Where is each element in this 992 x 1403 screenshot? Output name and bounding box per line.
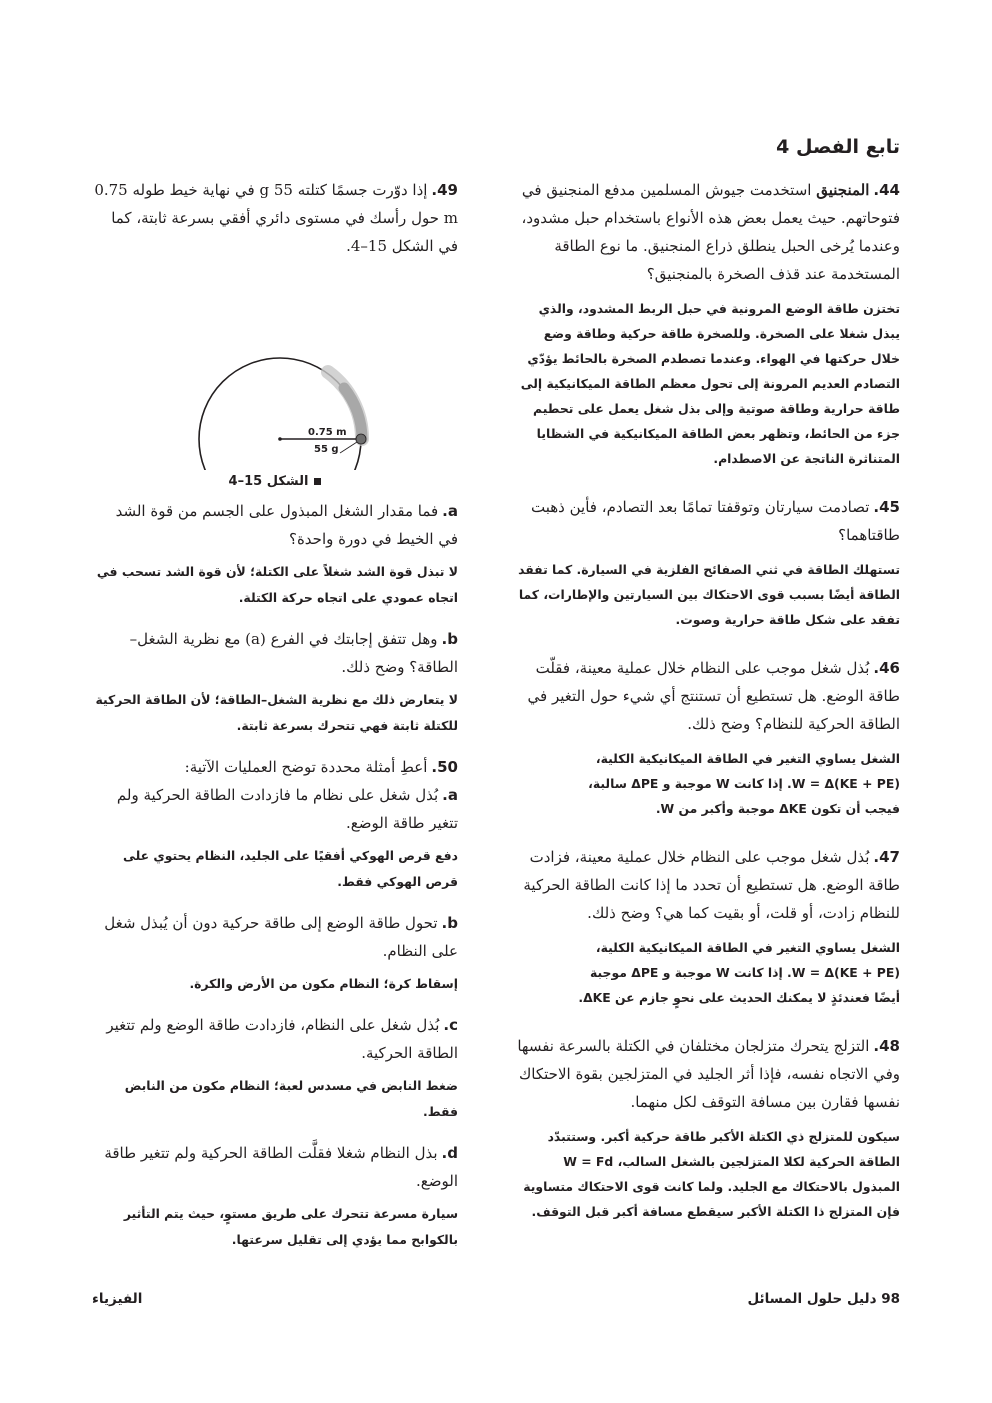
answer-line: الشغل يساوي التغير في الطاقة الميكانيكية الكلية، [595,940,900,955]
question-44 [514,176,900,471]
question-text: أعطِ أمثلة محددة توضح العمليات الآتية: [184,758,428,776]
sub-question-text: فما مقدار الشغل المبذول على الجسم من قوة الشد في الخيط في دورة واحدة؟ [115,502,458,548]
caption-marker-icon [314,478,321,485]
sub-question-a [92,497,458,553]
circular-motion-figure [92,270,458,470]
figure-caption-text: الشكل 15–4 [228,474,309,489]
question-keyword: المنجنيق [816,181,870,199]
footer-page-label: 98 دليل حلول المسائل [747,1291,900,1307]
left-column [92,176,458,1267]
sub-answer: دفع قرص الهوكي أفقيًا على الجليد، النظام يحتوي على قرص الهوكي فقط. [123,848,458,889]
question-46 [514,654,900,821]
sub-question-text: بذل النظام شغلا فقلَّت الطاقة الحركية ولم تتغير طاقة الوضع. [104,1144,458,1190]
question-47 [514,843,900,1010]
question-45 [514,493,900,632]
sub-answer: إسقاط كرة؛ النظام مكون من الأرض والكرة. [189,976,458,991]
question-number: 44. [873,181,900,199]
right-column [514,176,900,1246]
question-number: 50. [431,758,458,776]
question-48 [514,1032,900,1224]
footer-subject: الفيزياء [92,1291,143,1307]
question-text: بُذل شغل موجب على النظام خلال عملية معينة، فزادت طاقة الوضع. هل تستطيع أن تحدد ما إذا كانت الطاقة الحركية للنظام زادت، أو قلت، أو بقيت كما هي؟ وضح ذلك. [523,848,900,922]
sub-label: c. [443,1016,458,1034]
mass-ball [356,434,366,444]
answer-line: أيضًا فعندئذٍ لا يمكنك الحديث على نحوٍ جازم عن ΔKE. [578,990,900,1005]
sub-question-c [92,1011,458,1067]
question-text: إذا دوّرت جسمًا كتلته 55 g في نهاية خيط طوله 0.75 m حول رأسك في مستوى دائري أفقي بسرعة ثابتة، كما في الشكل 15–4. [94,181,458,255]
answer-line: فيجب أن تكون ΔKE موجبة وأكبر من W. [655,801,900,816]
answer-text: تختزن طاقة الوضع المرونية في حبل الربط المشدود، والذي يبذل شغلا على الصخرة. وللصخرة طاقة حركية وطاقة وضع خلال حركتها في الهواء. وعندما تصطدم الصخرة بالحائط يؤدّي التصادم العديم المرونة إلى تحول معظم الطاقة الميكانيكية إلى طاقة حرارية وطاقة صوتية وإلى بذل شغل يعمل على تحطيم جزء من الحائط، وتظهر بعض الطاقة الميكانيكية في الشظايا المتناثرة الناتجة عن الاصطدام. [520,301,900,466]
sub-answer: ضغط النابض في مسدس لعبة؛ النظام مكون من النابض فقط. [124,1078,458,1119]
answer-text [514,746,900,821]
answer-line: W = Δ(KE + PE). إذا كانت W موجبة و ΔPE سالبة، [588,776,900,791]
answer-text [514,935,900,1010]
page-header: تابع الفصل 4 [776,136,900,158]
answer-text: سيكون للمتزلج ذي الكتلة الأكبر طاقة حركية أكبر. وستتبدّد الطاقة الحركية لكلا المتزلجين بالشغل السالب، W = Fd المبذول بالاحتكاك مع الجليد. ولما كانت قوى الاحتكاك متساوية فإن المتزلج ذا الكتلة الأكبر سيقطع مسافة أكبر قبل التوقف. [523,1129,900,1219]
question-number: 49. [431,181,458,199]
sub-answer: لا يتعارض ذلك مع نظرية الشغل–الطاقة؛ لأن الطاقة الحركية للكتلة ثابتة فهي تتحرك بسرعة ثابتة. [95,692,458,733]
sub-answer: سيارة مسرعة تتحرك على طريق مستوٍ، حيث يتم التأثير بالكوابح مما يؤدي إلى تقليل سرعتها. [123,1206,458,1247]
question-text: التزلج يتحرك متزلجان مختلفان في الكتلة بالسرعة نفسها وفي الاتجاه نفسه، فإذا أثر الجليد في المتزلجين بقوة الاحتكاك نفسها فقارن بين مسافة التوقف لكل منهما. [517,1037,900,1111]
motion-trail-inner [344,388,362,439]
mass-label: 55 g [314,444,339,455]
question-number: 48. [873,1037,900,1055]
answer-line: W = Δ(KE + PE). إذا كانت W موجبة و ΔPE موجبة [589,965,900,980]
mass-leader-line [340,442,357,453]
question-number: 46. [873,659,900,677]
sub-question-d [92,1139,458,1195]
question-50 [92,753,458,1253]
answer-line: الشغل يساوي التغير في الطاقة الميكانيكية الكلية، [595,751,900,766]
sub-question-text: وهل تتفق إجابتك في الفرع (a) مع نظرية الشغل–الطاقة؟ وضح ذلك. [129,630,458,676]
sub-question-a [92,781,458,837]
question-text: بُذل شغل موجب على النظام خلال عملية معينة، فقلّت طاقة الوضع. هل تستطيع أن تستنتج أي شيء حول التغير في الطاقة الحركية للنظام؟ وضح ذلك. [527,659,900,733]
figure-caption [92,474,458,489]
sub-label: a. [442,786,458,804]
sub-question-b [92,909,458,965]
sub-question-b [92,625,458,681]
figure-svg [92,270,458,470]
sub-question-text: تحول طاقة الوضع إلى طاقة حركية دون أن يُبذل شغل على النظام. [104,914,458,960]
sub-label: d. [441,1144,458,1162]
sub-question-text: بُذل شغل على النظام، فازدادت طاقة الوضع ولم تتغير الطاقة الحركية. [106,1016,458,1062]
sub-label: a. [442,502,458,520]
sub-label: b. [441,630,458,648]
question-49 [92,176,458,739]
question-number: 45. [873,498,900,516]
sub-answer: لا تبذل قوة الشد شغلاً على الكتلة؛ لأن قوة الشد تسحب في اتجاه عمودي على اتجاه حركة الكتلة. [96,564,458,605]
sub-question-text: بُذل شغل على نظام ما فازدادت الطاقة الحركية ولم تتغير طاقة الوضع. [116,786,458,832]
question-text: تصادمت سيارتان وتوقفتا تمامًا بعد التصادم، فأين ذهبت طاقتاهما؟ [531,498,900,544]
answer-text: تستهلك الطاقة في ثني الصفائح الفلزية في السيارة. كما تفقد الطاقة أيضًا بسبب قوى الاحتكاك بين السيارتين والإطارات، كما تفقد على شكل طاقة حرارية وصوت. [518,562,900,627]
sub-label: b. [441,914,458,932]
question-text: استخدمت جيوش المسلمين مدفع المنجنيق في فتوحاتهم. حيث يعمل بعض هذه الأنواع باستخدام حبل مشدود، وعندما يُرخى الحبل ينطلق ذراع المنجنيق. ما نوع الطاقة المستخدمة عند قذف الصخرة بالمنجنيق؟ [521,181,900,283]
question-number: 47. [873,848,900,866]
radius-label: 0.75 m [308,427,347,438]
